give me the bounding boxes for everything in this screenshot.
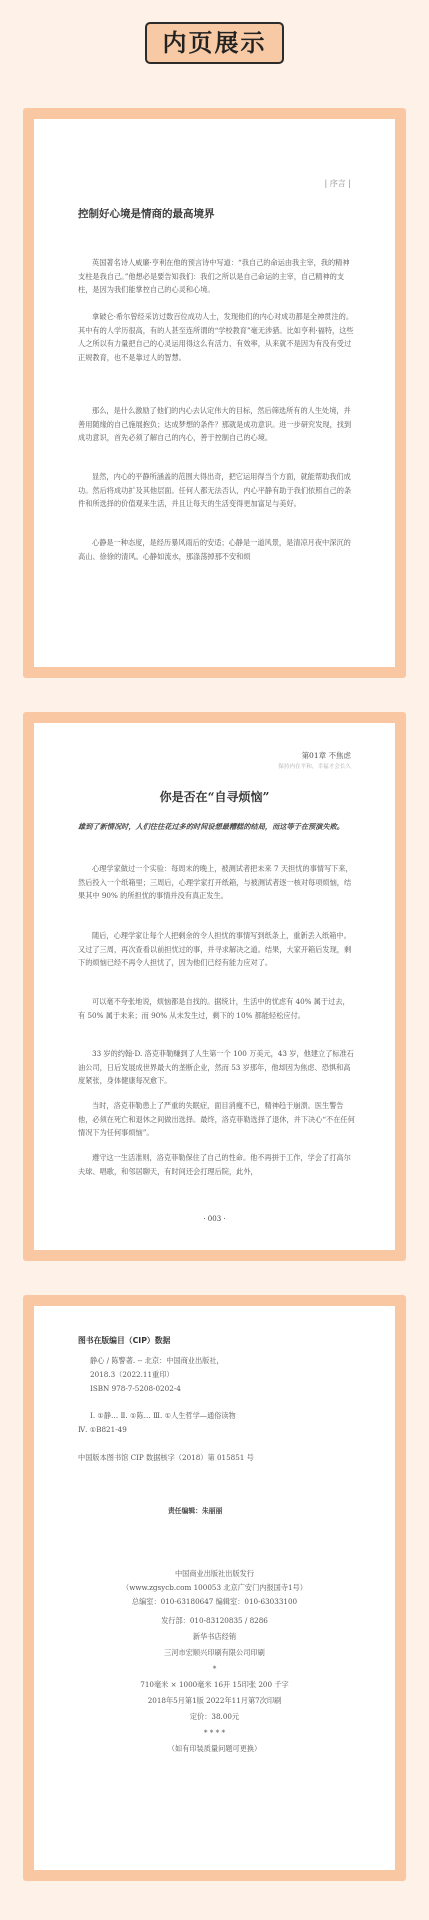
return-note: （如有印装质量问题可更换） (167, 1744, 262, 1753)
page-title: 内页展示 (162, 29, 267, 57)
editor: 责任编辑：朱丽丽 (168, 1507, 223, 1515)
chapter-heading: 你是否在“自寻烦恼” (159, 790, 270, 804)
paragraph: 33 岁的约翰·D. 洛克菲勒赚到了人生第一个 100 万美元，43 岁，他建立了标准石油公司，日后发展成世界最大的垄断企业，然而 53 岁那年，他却因为焦虑、恐惧和高度紧张，身体健康每况愈下。 (78, 1049, 354, 1085)
paragraph: 英国著名诗人威廉·亨利在他的预言诗中写道：“我自己的命运由我主宰，我的精神支柱是我自己。”他想必是要告知我们：我们之所以是自己命运的主宰，自己精神的支柱，是因为我们能掌控自己的心灵和心境。 (78, 258, 350, 294)
cip-line: ISBN 978-7-5208-0202-4 (90, 1384, 181, 1393)
paragraph: 那么，是什么激励了他们的内心去认定伟大的目标，然后筛选所有的人生处境，并善用随缘的自己施展抱负；达成梦想的条件？那就是成功意识。进一步研究发现，找到成功意识，首先必须了解自己的内心，善于控制自己的心境。 (78, 406, 352, 442)
page-preview-preface (23, 108, 406, 678)
chapter-label: 第01章 不焦虑 (301, 751, 351, 760)
page-sheet (34, 119, 395, 667)
chapter-subtitle: 保持内在平和，幸福才会长久 (278, 764, 351, 770)
paragraph: 拿破仑·希尔曾经采访过数百位成功人士，发现他们的内心对成功都是全神贯注的。其中有的人学历很高，有的人甚至连所谓的“学校教育”毫无涉猎。比如亨利·福特，这些人之所以有力量把自己的心灵运用得这么有活力、有效率，从来就不是因为有没有受过正规教育，也不是靠过人的智慧。 (78, 312, 354, 362)
distributor: 新华书店经销 (192, 1632, 237, 1641)
title-badge (145, 22, 284, 64)
cip-line: 静心 / 陈警著. -- 北京：中国商业出版社， (90, 1356, 224, 1365)
printer: 三河市宏顺兴印刷有限公司印刷 (164, 1648, 265, 1657)
paragraph: 当时，洛克菲勒患上了严重的失眠症，面目消瘦不已，精神趋于崩溃。医生警告他，必须在死亡和退休之间做出选择。最终，洛克菲勒选择了退休，并下决心“不在任何情况下为任何事烦恼”。 (78, 1101, 355, 1137)
page-preview-chapter (23, 712, 406, 1261)
paragraph: 心理学家做过一个实验：每周末的晚上，被测试者把未来 7 天担忧的事情写下来，然后投入一个纸箱里；三周后，心理学家打开纸箱，与被测试者逐一核对每项烦恼，结果其中 90% 的所担忧的事情并没有真正发生。 (78, 864, 353, 900)
phone-sales: 发行部：010-83120835 / 8286 (161, 1616, 268, 1625)
cip-title: 图书在版编目（CIP）数据 (78, 1336, 171, 1345)
page-number: · 003 · (203, 1215, 226, 1223)
paragraph: 随后，心理学家让每个人把剩余的令人担忧的事情写到纸条上，重新丢入纸箱中。又过了三周，再次查看以前担忧过的事，并寻求解决之道。结果，大家开箱后发现，剩下的烦恼已经不再令人担忧了，因为他们已经有能力应对了。 (78, 931, 352, 967)
publisher-address: （www.zgsycb.com 100053 北京广安门内报国寺1号） (122, 1583, 307, 1592)
paragraph: 心静是一种态度，是经历暴风雨后的安适；心静是一道风景，是清凉月夜中深沉的高山、徐徐的清风。心静如流水，那涤荡掉那不安和烦 (78, 538, 351, 561)
publisher: 中国商业出版社出版发行 (174, 1569, 255, 1578)
paragraph: 显然，内心的平静所涵盖的范围大得出奇，把它运用得当个方面，就能帮助我们成功。然后将成功扩及其他层面。任何人都无法否认，内心平静有助于我们依照自己的条件和所选择的价值观来生活，并且让每天的生活变得更加富足与美好。 (78, 472, 352, 508)
cip-number: 中国版本图书馆 CIP 数据核字（2018）第 015851 号 (78, 1453, 254, 1462)
phone-editorial: 总编室：010-63180647 编辑室：010-63033100 (131, 1597, 298, 1606)
cip-line: 2018.3（2022.11重印） (90, 1370, 174, 1379)
preface-tag: | 序言 | (324, 179, 351, 188)
classification-line: Ⅰ. ①静… Ⅱ. ①陈… Ⅲ. ①人生哲学—通俗读物 (90, 1411, 236, 1420)
page-sheet (34, 1306, 395, 1870)
preface-heading: 控制好心境是情商的最高境界 (78, 208, 215, 220)
separator-stars: * * * * (203, 1728, 226, 1737)
header (0, 0, 429, 84)
classification-line: Ⅳ. ①B821-49 (78, 1425, 127, 1434)
page-preview-copyright (23, 1295, 406, 1881)
chapter-intro: 雄到了新情况时，人们往往花过多的时间设想最糟糕的结局，而这等于在预演失败。 (78, 822, 344, 831)
spec: 710毫米 × 1000毫米 16开 15印张 200 千字 (140, 1680, 289, 1689)
edition: 2018年5月第1版 2022年11月第7次印刷 (147, 1696, 282, 1705)
price: 定价：38.00元 (189, 1712, 240, 1721)
separator-star: * (212, 1664, 217, 1673)
paragraph: 遵守这一生活准则，洛克菲勒保住了自己的性命。他不再拼于工作，学会了打高尔夫球、唱歌，和邻居聊天，有时间还会打理后院，此外， (78, 1153, 351, 1176)
paragraph: 可以毫不夸张地说，烦恼都是自找的。据统计，生活中的忧虑有 40% 属于过去，有 50% 属于未来；而 90% 从未发生过，剩下的 10% 都能轻松应付。 (78, 997, 350, 1020)
page-sheet (34, 723, 395, 1250)
